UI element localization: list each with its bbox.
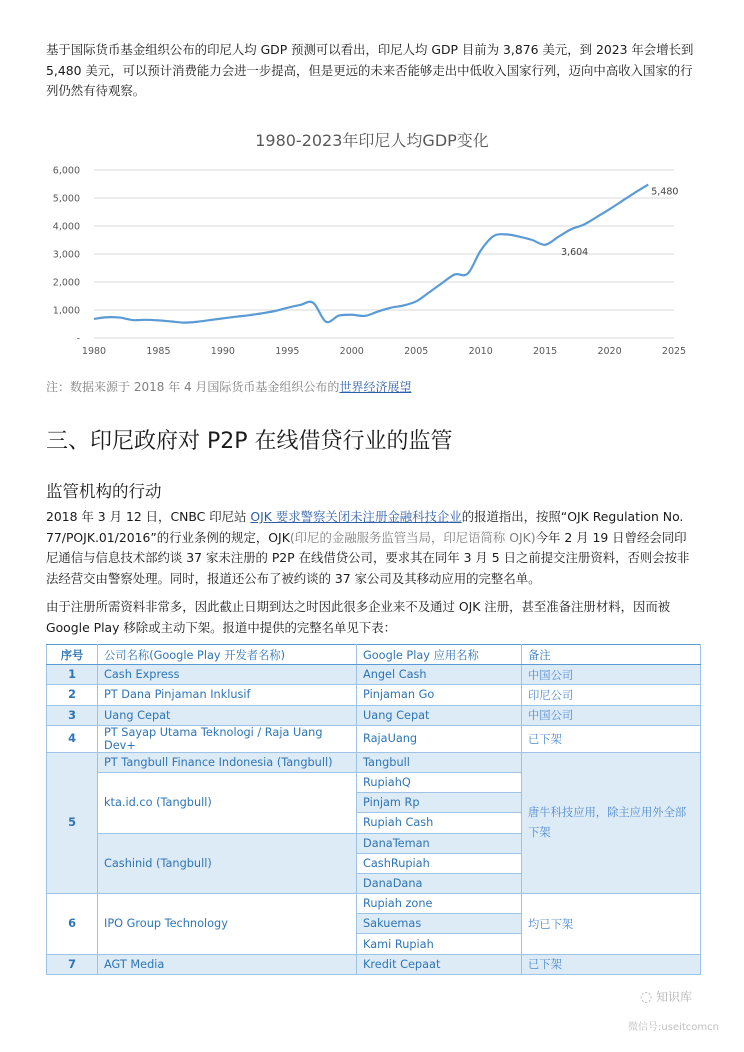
y-tick-label: 6,000: [52, 165, 80, 177]
body-paragraph-1: [46, 507, 698, 589]
y-tick-label: 1,000: [52, 305, 80, 317]
row-app: Kredit Cepaat: [357, 954, 522, 974]
row-app: RupiahQ: [357, 772, 522, 792]
table-row: [47, 665, 701, 685]
row-num: 2: [47, 685, 98, 705]
header-note: 备注: [522, 645, 701, 665]
header-num: 序号: [47, 645, 98, 665]
row-note: 中国公司: [522, 665, 701, 685]
y-tick-label: 4,000: [52, 221, 80, 233]
data-label: 5,480: [651, 186, 679, 198]
row-num: 7: [47, 954, 98, 974]
row-company: Uang Cepat: [98, 705, 357, 725]
table-header-row: [47, 645, 701, 665]
p2-text-c: 今年 2 月 19 日曾经会同印尼通信与信息技术部约谈 37 家未注册的 P2P 在线借贷公司，要求其在同年 3 月 5 日之前提交注册资料，否则会按非法经营交由警察处理。同时，报道还公布了被约谈的 37 家公司及其移动应用的完整名单。: [46, 529, 690, 586]
row-note: 印尼公司: [522, 685, 701, 705]
row-app: Pinjaman Go: [357, 685, 522, 705]
x-tick-label: 2005: [404, 346, 429, 357]
chart-title: 1980-2023年印尼人均GDP变化: [255, 131, 489, 150]
row-app: RajaUang: [357, 725, 522, 752]
row-app: DanaTeman: [357, 833, 522, 853]
gdp-chart: [46, 122, 698, 364]
watermark-name: 知识库: [656, 990, 693, 1004]
row-note: 已下架: [522, 954, 701, 974]
header-company: 公司名称(Google Play 开发者名称): [98, 645, 357, 665]
row-app: Tangbull: [357, 752, 522, 772]
x-tick-label: 2020: [597, 346, 622, 357]
row-app: CashRupiah: [357, 853, 522, 873]
table-row: [47, 894, 701, 914]
watermark: [640, 988, 692, 1005]
row-company: kta.id.co (Tangbull): [98, 772, 357, 833]
x-tick-label: 1995: [275, 346, 300, 357]
x-tick-label: 2015: [533, 346, 558, 357]
cnbc-article-link[interactable]: OJK 要求警察关闭未注册金融科技企业: [250, 509, 462, 524]
row-app: Rupiah Cash: [357, 813, 522, 833]
row-company: PT Dana Pinjaman Inklusif: [98, 685, 357, 705]
row-num: 4: [47, 725, 98, 752]
y-tick-label: 3,000: [52, 249, 80, 261]
wechat-icon: ◌: [640, 989, 653, 1005]
row-note: 唐牛科技应用，除主应用外全部下架: [522, 752, 701, 893]
row-app: DanaDana: [357, 873, 522, 893]
section-subheading: 监管机构的行动: [46, 482, 162, 501]
table-row: [47, 685, 701, 705]
row-note: 已下架: [522, 725, 701, 752]
data-label: 3,604: [561, 247, 589, 259]
row-company: Cash Express: [98, 665, 357, 685]
company-table: [46, 644, 701, 975]
row-company: PT Tangbull Finance Indonesia (Tangbull): [98, 752, 357, 772]
table-row: [47, 705, 701, 725]
row-app: Uang Cepat: [357, 705, 522, 725]
p2-ojk-note: (印尼的金融服务监管当局，印尼语简称 OJK): [289, 529, 536, 545]
row-num: 1: [47, 665, 98, 685]
body-paragraph-2: 由于注册所需资料非常多，因此截止日期到达之时因此很多企业来不及通过 OJK 注册，甚至准备注册材料，因而被 Google Play 移除或主动下架。报道中提供的完整名单见下表：: [46, 599, 671, 635]
row-app: Angel Cash: [357, 665, 522, 685]
row-num: 3: [47, 705, 98, 725]
header-app: Google Play 应用名称: [357, 645, 522, 665]
row-company: AGT Media: [98, 954, 357, 974]
row-app: Kami Rupiah: [357, 934, 522, 954]
row-note: 均已下架: [522, 894, 701, 955]
table-row: [47, 954, 701, 974]
section-heading: 三、印尼政府对 P2P 在线借贷行业的监管: [46, 429, 453, 454]
row-app: Pinjam Rp: [357, 793, 522, 813]
row-note: 中国公司: [522, 705, 701, 725]
x-tick-label: 1985: [146, 346, 171, 357]
y-tick-label: 2,000: [52, 277, 80, 289]
watermark-sub: 微信号:useitcomcn: [628, 1022, 719, 1033]
x-tick-label: 2025: [661, 346, 687, 357]
y-tick-label: 5,000: [52, 193, 80, 205]
table-row: [47, 752, 701, 772]
gdp-chart-svg: [46, 122, 698, 364]
chart-note-text: 注：数据来源于 2018 年 4 月国际货币基金组织公布的: [46, 380, 340, 394]
x-tick-label: 2010: [468, 346, 493, 357]
x-tick-label: 1980: [81, 346, 107, 357]
row-num: 5: [47, 752, 98, 893]
y-tick-label: -: [76, 333, 80, 345]
row-app: Rupiah zone: [357, 894, 522, 914]
p2-text-a: 2018 年 3 月 12 日，CNBC 印尼站: [46, 509, 251, 524]
weo-link[interactable]: 世界经济展望: [339, 380, 412, 394]
x-tick-label: 2000: [339, 346, 364, 357]
x-tick-label: 1990: [210, 346, 235, 357]
row-company: IPO Group Technology: [98, 894, 357, 955]
row-company: PT Sayap Utama Teknologi / Raja Uang Dev+: [98, 725, 357, 752]
p2-text-b: 的报道指出，按照“OJK Regulation No. 77/POJK.01/2016”的行业条例的规定，OJK: [46, 509, 684, 545]
row-app: Sakuemas: [357, 914, 522, 934]
intro-paragraph: 基于国际货币基金组织公布的印尼人均 GDP 预测可以看出，印尼人均 GDP 目前为 3,876 美元，到 2023 年会增长到 5,480 美元，可以预计消费能力会进一步提高，但是更远的未来否能够走出中低收入国家行列，迈向中高收入国家的行列仍然有待观察。: [46, 42, 694, 98]
chart-note: [46, 378, 411, 395]
table-row: [47, 725, 701, 752]
row-company: Cashinid (Tangbull): [98, 833, 357, 894]
row-num: 6: [47, 894, 98, 955]
